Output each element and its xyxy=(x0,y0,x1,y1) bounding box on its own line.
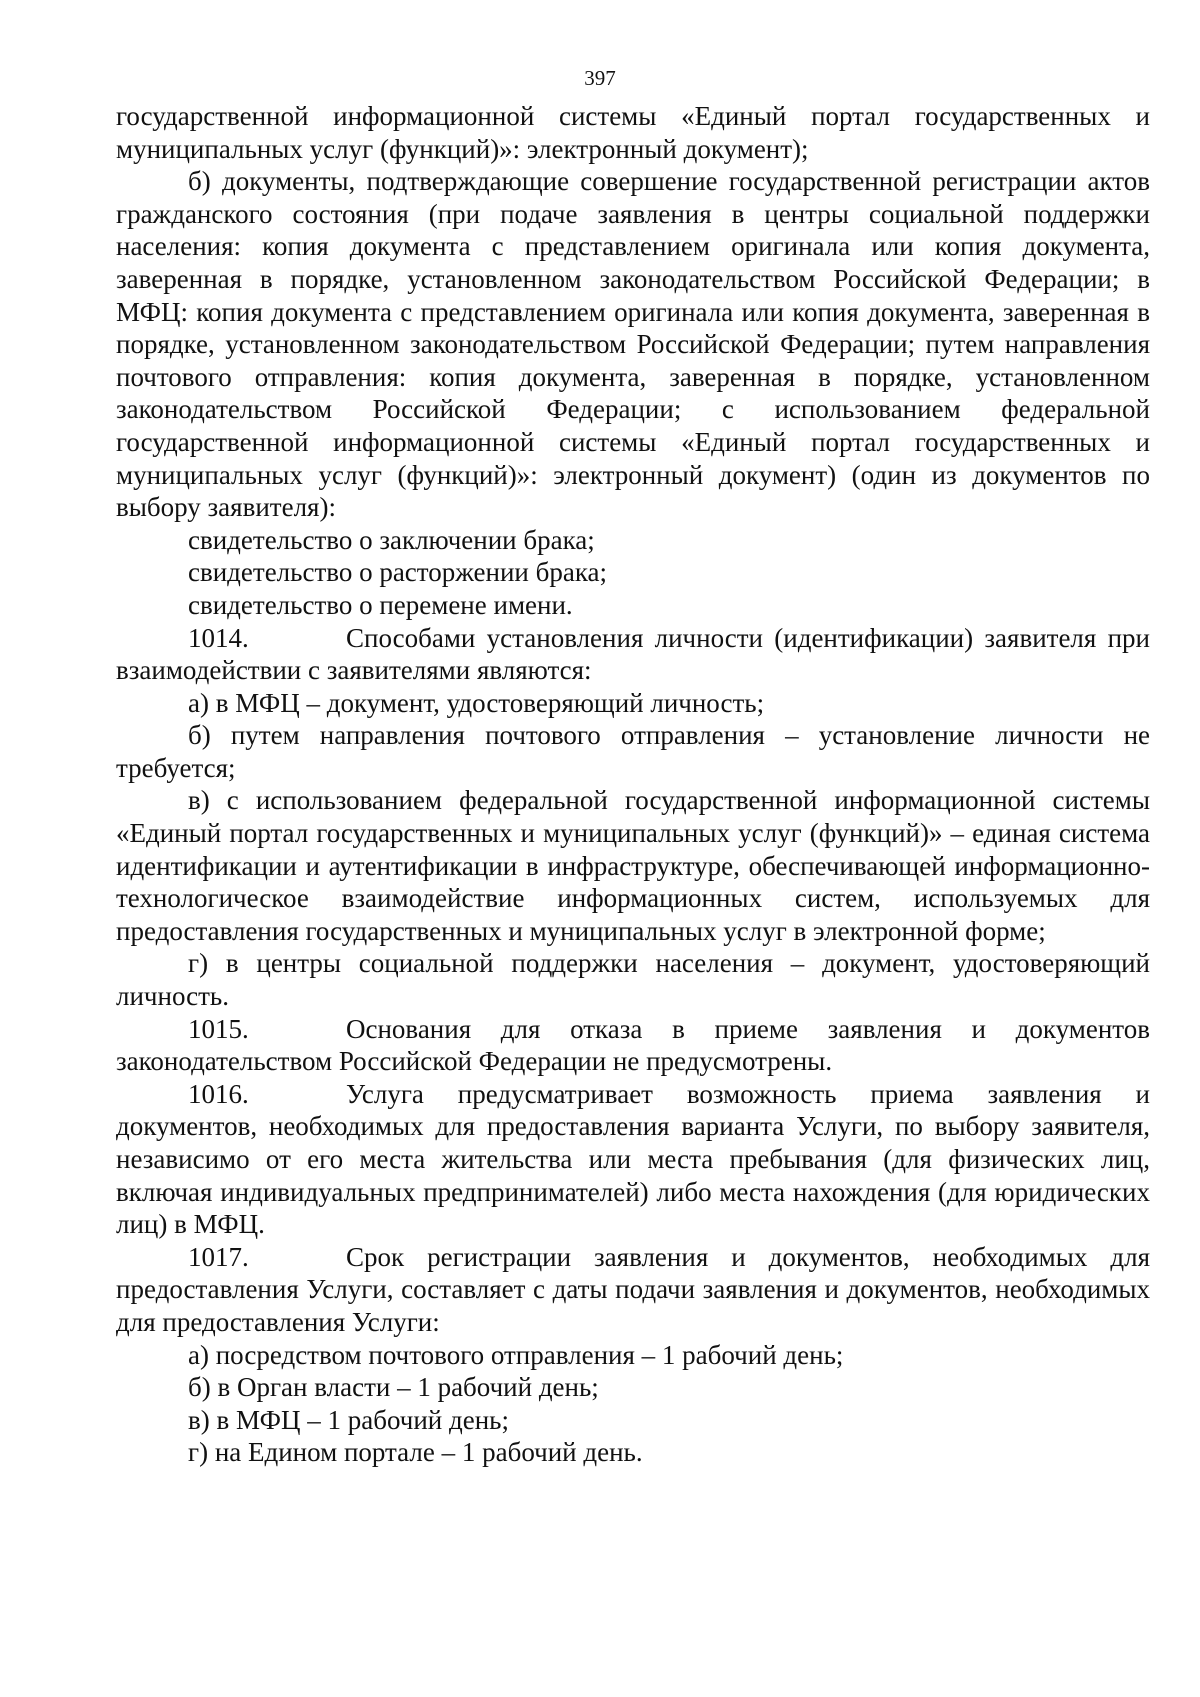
clause-1015 xyxy=(116,1013,1150,1078)
list-item-a-mfc: а) в МФЦ – документ, удостоверяющий личность; xyxy=(188,687,765,718)
page-number: 397 xyxy=(584,66,616,90)
list-item-b-authority: б) в Орган власти – 1 рабочий день; xyxy=(188,1372,599,1403)
list-item-g-portal: г) на Едином портале – 1 рабочий день. xyxy=(188,1437,643,1468)
clause-text: Способами установления личности (идентификации) заявителя при взаимодействии с заявителями являются: xyxy=(116,622,1150,686)
clause-number: 1014. xyxy=(188,622,249,653)
clause-text: Основания для отказа в приеме заявления и документов законодательством Российской Федерации не предусмотрены. xyxy=(116,1013,1150,1077)
clause-number: 1017. xyxy=(188,1241,249,1272)
clause-number: 1015. xyxy=(188,1013,249,1044)
paragraph-item-g-social-centers: г) в центры социальной поддержки населения – документ, удостоверяющий личность. xyxy=(116,948,1150,1012)
paragraph-continuation: государственной информационной системы «Единый портал государственных и муниципальных услуг (функций)»: электронный документ); xyxy=(116,101,1150,164)
document-body xyxy=(116,100,1150,1469)
clause-number: 1016. xyxy=(188,1078,249,1109)
clause-1014 xyxy=(116,622,1150,687)
paragraph-item-b-documents: б) документы, подтверждающие совершение государственной регистрации актов гражданского состояния (при подаче заявления в центры социальной поддержки населения: копия документа с представлением оригинала или копия документа, заверенная в порядке, установленном законодательством Российской Федерации; в МФЦ: копия документа с представлением оригинала или копия документа, заверенная в порядке, установленном законодательством Российской Федерации; путем направления почтового отправления: копия документа, заверенная в порядке, установленном законодательством Российской Федерации; с использованием федеральной государственной информационной системы «Единый портал государственных и муниципальных услуг (функций)»: электронный документ) (один из документов по выбору заявителя): xyxy=(116,166,1150,523)
paragraph-item-v-portal: в) с использованием федеральной государственной информационной системы «Единый портал государственных и муниципальных услуг (функций)» – единая система идентификации и аутентификации в инфраструктуре, обеспечивающей информационно-технологическое взаимодействие информационных систем, используемых для предоставления государственных и муниципальных услуг в электронной форме; xyxy=(116,785,1150,946)
paragraph-item-b-post: б) путем направления почтового отправления – установление личности не требуется; xyxy=(116,720,1150,783)
list-item-marriage-certificate: свидетельство о заключении брака; xyxy=(188,524,595,555)
list-item-a-post: а) посредством почтового отправления – 1 рабочий день; xyxy=(188,1339,844,1370)
list-item-name-change-certificate: свидетельство о перемене имени. xyxy=(188,589,573,620)
clause-text: Услуга предусматривает возможность приема заявления и документов, необходимых для предоставления варианта Услуги, по выбору заявителя, независимо от его места жительства или места пребывания (для физических лиц, включая индивидуальных предпринимателей) либо места нахождения (для юридических лиц) в МФЦ. xyxy=(116,1078,1150,1240)
clause-1017 xyxy=(116,1241,1150,1339)
clause-text: Срок регистрации заявления и документов, необходимых для предоставления Услуги, составляет с даты подачи заявления и документов, необходимых для предоставления Услуги: xyxy=(116,1241,1150,1337)
clause-1016 xyxy=(116,1078,1150,1241)
list-item-divorce-certificate: свидетельство о расторжении брака; xyxy=(188,557,608,588)
list-item-v-mfc: в) в МФЦ – 1 рабочий день; xyxy=(188,1404,509,1435)
